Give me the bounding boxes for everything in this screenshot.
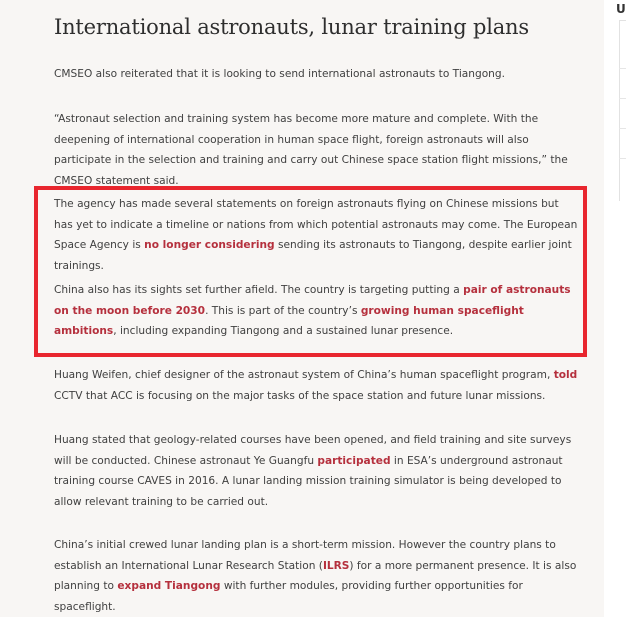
link-pair-of-astronauts-on-the-moon[interactable]: pair of astronauts on the moon before 2030 — [54, 284, 571, 317]
sidebar-divider — [619, 68, 626, 69]
text-segment: The agency has made several statements on foreign astronauts flying on Chinese missions but has yet to indicate a timeline or nations from which potential astronauts may come. The European Space Agency is — [54, 198, 578, 251]
paragraph-huang-weifen — [54, 365, 579, 406]
text-segment: CCTV that ACC is focusing on the major tasks of the space station and future lunar missions. — [54, 389, 546, 402]
sidebar-heading: U — [616, 2, 626, 16]
text-segment: China also has its sights set further afield. The country is targeting putting a — [54, 284, 464, 296]
section-heading: International astronauts, lunar training plans — [54, 15, 529, 39]
link-growing-human-spaceflight-ambitions[interactable]: growing human spaceflight ambitions — [54, 304, 524, 337]
text-segment: . This is part of the country’s — [205, 304, 361, 317]
text-segment: , including expanding Tiangong and a sustained lunar presence. — [113, 325, 454, 337]
link-expand-tiangong[interactable]: expand Tiangong — [117, 580, 221, 592]
text-segment: Huang Weifen, chief designer of the astronaut system of China’s human spaceflight program, — [54, 369, 554, 381]
sidebar-panel — [619, 20, 626, 201]
link-no-longer-considering[interactable]: no longer considering — [144, 239, 275, 251]
text-segment: in ESA’s underground astronaut training course CAVES in 2016. A lunar landing mission training simulator is being developed to allow relevant training to be carried out. — [54, 454, 563, 508]
paragraph-lunar-landing-plan — [54, 535, 579, 617]
link-told[interactable]: told — [553, 369, 578, 381]
paragraph-cmseo-quote: “Astronaut selection and training system has become more mature and complete. With the deepening of international cooperation in human space flight, foreign astronauts will also participate in the selection and training and carry out Chinese space station flight missions,” the CMSEO statement said. — [54, 113, 568, 187]
sidebar-divider — [619, 98, 626, 99]
text-segment: Huang stated that geology-related courses have been opened, and field training and site surveys will be conducted. Chinese astronaut Ye Guangfu — [54, 434, 572, 467]
text-segment: with further modules, providing further opportunities for spaceflight. — [54, 580, 523, 613]
sidebar — [604, 0, 626, 617]
text-segment: ) for a more permanent presence. It is also planning to — [54, 559, 577, 592]
link-participated[interactable]: participated — [317, 454, 391, 467]
paragraph-cmseo-reiterated: CMSEO also reiterated that it is looking to send international astronauts to Tiangong. — [54, 68, 505, 80]
text-segment: China’s initial crewed lunar landing plan is a short-term mission. However the country plans to establish an International Lunar Research Station ( — [54, 539, 556, 572]
link-ilrs[interactable]: ILRS — [322, 559, 350, 572]
paragraph-lunar-ambitions — [54, 280, 579, 342]
paragraph-foreign-astronauts — [54, 194, 579, 276]
sidebar-divider — [619, 158, 626, 159]
paragraph-geology-training — [54, 430, 579, 512]
sidebar-divider — [619, 128, 626, 129]
text-segment: sending its astronauts to Tiangong, despite earlier joint trainings. — [54, 239, 572, 272]
